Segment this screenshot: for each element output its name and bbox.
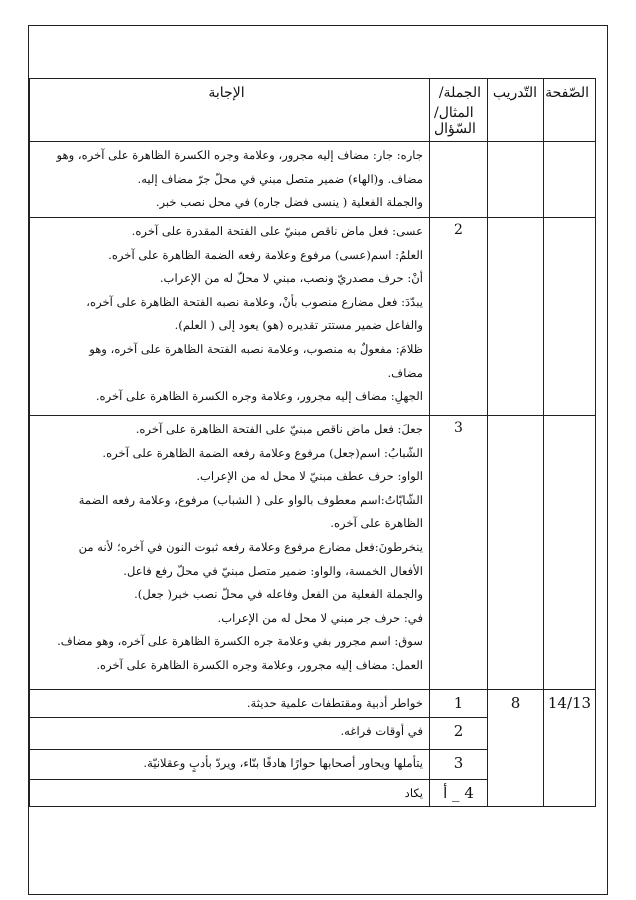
table-row <box>30 690 596 718</box>
cell-answer <box>30 142 430 218</box>
cell-answer: يكاد <box>30 780 430 807</box>
answer-line: في: حرف جر مبني لا محل له من الإعراب. <box>217 610 423 625</box>
header-sentence-line1: الجملة/ <box>438 85 481 101</box>
cell-answer: في أوقات فراغه. <box>30 718 430 750</box>
cell-answer: خواطر أدبية ومقتطفات علمية حديثة. <box>30 690 430 718</box>
cell-page <box>544 416 596 690</box>
answer-line: الأفعال الخمسة، والواو: ضمير متصل مبنيّ في محلّ رفع فاعل. <box>123 563 423 578</box>
cell-sentence: 4 _ أ <box>430 780 488 807</box>
header-page: الصّفحة <box>544 79 596 142</box>
answer-line: عسى: فعل ماض ناقص مبنيّ على الفتحة المقدرة على آخره. <box>131 224 423 238</box>
cell-sentence: 3 <box>430 750 488 780</box>
answer-line: سوق: اسم مجرور بفي وعلامة جره الكسرة الظاهرة على آخره، وهو مضاف. <box>57 634 423 649</box>
answer-line: جعلَ: فعل ماض ناقص مبنيّ على الفتحة الظاهرة على آخره. <box>135 422 423 436</box>
header-sentence <box>430 79 488 142</box>
answer-line: العلمُ: اسم(عسى) مرفوع وعلامة رفعه الضمة الظاهرة على آخره. <box>108 247 423 262</box>
header-answer: الإجابة <box>30 79 430 142</box>
answer-line: ينخرطونَ:فعل مضارع مرفوع وعلامة رفعه ثبوت النون في آخره؛ لأنه من <box>78 539 423 554</box>
cell-sentence: 2 <box>430 718 488 750</box>
cell-page <box>544 142 596 218</box>
cell-exercise <box>488 142 544 218</box>
header-exercise: التّدريب <box>488 79 544 142</box>
cell-exercise: 8 <box>488 690 544 807</box>
answer-line: مضاف. و(الهاء) ضمير متصل مبني في محلّ جرّ مضاف إليه. <box>137 171 423 186</box>
cell-exercise <box>488 218 544 416</box>
table-row <box>30 218 596 416</box>
cell-sentence <box>430 142 488 218</box>
answer-line: أنْ: حرف مصدريّ ونصب، مبني لا محلّ له من الإعراب. <box>159 271 423 286</box>
cell-page: 14/13 <box>544 690 596 807</box>
answer-line: الشّابّاتُ:اسم معطوف بالواو على ( الشباب) مرفوع، وعلامة رفعه الضمة <box>78 492 423 507</box>
cell-page <box>544 218 596 416</box>
cell-answer: يتأملها ويحاور أصحابها حوارًا هادفًا بنّاء، ويردّ بأدبٍ وعقلانيّة. <box>30 750 430 780</box>
answer-line: والجملة الفعلية ( ينسى فضل جاره) في محل نصب خبر. <box>155 195 423 210</box>
cell-sentence: 3 <box>430 416 488 690</box>
answer-line: يبدّدَ: فعل مضارع منصوب بأنْ، وعلامة نصبه الفتحة الظاهرة على آخره، <box>86 294 423 309</box>
cell-sentence: 2 <box>430 218 488 416</box>
cell-answer <box>30 218 430 416</box>
header-sentence-line2: المثال/السّؤال <box>434 105 476 137</box>
answer-line: والجملة الفعلية من الفعل وفاعله في محلّ نصب خبر( جعل). <box>134 587 423 602</box>
cell-exercise <box>488 416 544 690</box>
answer-line: والفاعل ضمير مستتر تقديره (هو) يعود إلى ( العلم). <box>174 318 423 333</box>
answers-table <box>29 78 596 807</box>
answer-line: العمل: مضاف إليه مجرور، وعلامة وجره الكسرة الظاهرة على آخره. <box>96 657 423 672</box>
table-row <box>30 142 596 218</box>
header-row <box>30 79 596 142</box>
answer-line: الواو: حرف عطف مبنيّ لا محل له من الإعراب. <box>196 469 423 484</box>
answer-line: مضاف. <box>387 365 423 380</box>
cell-answer <box>30 416 430 690</box>
answer-line: الجهلِ: مضاف إليه مجرور، وعلامة وجره الكسرة الظاهرة على آخره. <box>95 389 423 404</box>
answer-line: الشّبابُ: اسم(جعل) مرفوع وعلامة رفعه الضمة الظاهرة على آخره. <box>102 445 423 460</box>
cell-sentence: 1 <box>430 690 488 718</box>
answer-line: جاره: جار: مضاف إليه مجرور، وعلامة وجره الكسرة الظاهرة على آخره، وهو <box>56 148 423 162</box>
table-row <box>30 416 596 690</box>
answer-line: الظاهرة على آخره. <box>330 516 423 531</box>
answer-line: ظلامَ: مفعولٌ به منصوب، وعلامة نصبه الفتحة الظاهرة على آخره، وهو <box>89 341 423 356</box>
